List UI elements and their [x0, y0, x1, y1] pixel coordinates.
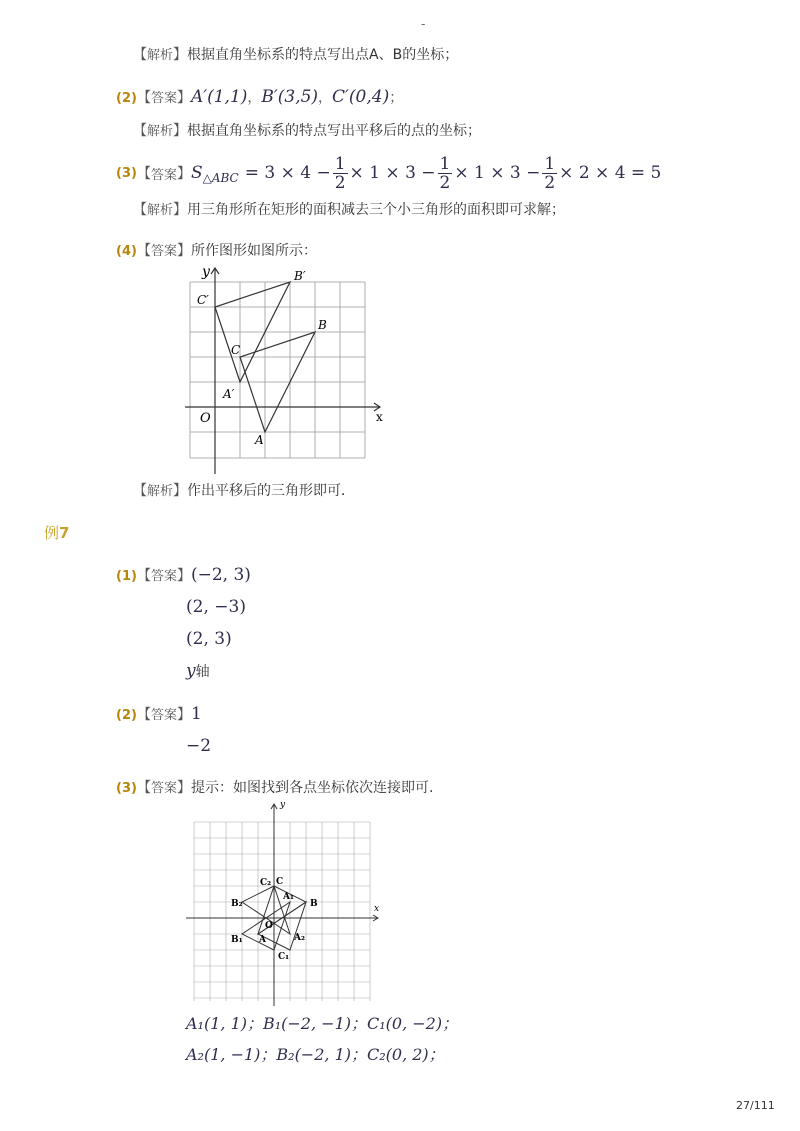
e2-line-2: −2 [186, 736, 212, 756]
answer-label: 答案 [150, 167, 177, 183]
example-number: 7 [59, 524, 70, 542]
example-7-heading [44, 522, 69, 543]
e1-line-2: (2, −3) [186, 597, 246, 617]
q4-answer-row: (4)【答案】所作图形如图所示： [116, 243, 317, 259]
e3-point-c2: C₂ [260, 878, 272, 888]
q4-graph [180, 262, 390, 477]
q4-axes [185, 268, 380, 474]
q4-grid [190, 282, 365, 458]
q4-point-b: B [318, 318, 327, 332]
q3-area-subscript: △ABC [202, 171, 239, 185]
jiexi-label: 解析 [147, 484, 174, 499]
e3-coords-line-2: A₂(1, −1)；B₂(−2, 1)；C₂(0, 2)； [186, 1045, 445, 1064]
q3-analysis-text: 用三角形所在矩形的面积减去三个小三角形的面积即可求解； [187, 202, 566, 218]
e3-number: (3) [116, 781, 137, 796]
e2-answer-row: (2)【答案】1 [116, 704, 202, 724]
e2-line-1: 1 [190, 704, 202, 724]
e3-graph [180, 798, 390, 1008]
q4-number: (4) [116, 244, 137, 259]
q2-analysis-row: 【解析】根据直角坐标系的特点写出平移后的点的坐标； [133, 123, 482, 139]
example-prefix: 例 [44, 524, 60, 542]
e3-point-c1: C₁ [278, 952, 290, 962]
answer-label: 答案 [150, 708, 177, 723]
q4-point-c: C [231, 343, 241, 357]
q2-answer-a: A′(1,1) [190, 87, 248, 107]
e1-axis-word: 轴 [195, 664, 210, 680]
q2-answer-row: (2)【答案】A′(1,1)，B′(3,5)，C′(0,4)； [116, 87, 404, 107]
q4-origin-label: O [200, 411, 211, 426]
q4-point-a: A [255, 433, 264, 447]
e1-answer-row: (1)【答案】(−2, 3) [116, 565, 251, 585]
e3-point-b2: B₂ [231, 899, 243, 909]
q4-analysis-row: 【解析】作出平移后的三角形即可． [133, 483, 356, 499]
q3-fraction-2: $\frac{1}{2}$ [439, 153, 451, 193]
page-number: 27/111 [736, 1099, 775, 1112]
e3-point-a: A [259, 935, 266, 945]
q3-fraction-1: $\frac{1}{2}$ [334, 153, 346, 193]
q3-number: (3) [116, 165, 137, 181]
q3-expr-d: × 2 × 4 = 5 [559, 163, 662, 183]
e3-point-b1: B₁ [231, 935, 243, 945]
e1-line-4 [186, 661, 210, 682]
header-dash: - [421, 17, 426, 31]
q3-expr-c: × 1 × 3 − [454, 163, 541, 183]
e3-point-a1: A₁ [283, 892, 294, 902]
answer-label: 答案 [150, 569, 177, 584]
q1-analysis-text: 根据直角坐标系的特点写出点A、B的坐标； [187, 47, 459, 63]
q1-analysis-row: 【解析】根据直角坐标系的特点写出点A、B的坐标； [133, 47, 459, 63]
q4-x-label: x [376, 410, 383, 424]
q4-point-c-prime: C′ [197, 293, 209, 307]
e1-axis-var: y [186, 661, 196, 681]
e3-point-b: B [310, 899, 318, 909]
e3-x-label: x [374, 904, 380, 914]
q3-fraction-3: $\frac{1}{2}$ [544, 153, 556, 193]
q2-answer-b: B′(3,5) [261, 87, 319, 107]
answer-label: 答案 [150, 781, 177, 796]
q2-answer-c: C′(0,4) [332, 87, 390, 107]
e3-point-c: C [276, 877, 284, 887]
q4-point-a-prime: A′ [223, 387, 235, 401]
e3-answer-text: 提示：如图找到各点坐标依次连接即可. [190, 780, 434, 796]
q2-number: (2) [116, 91, 137, 106]
answer-label: 答案 [150, 91, 177, 106]
e1-line-3: (2, 3) [186, 629, 232, 649]
e1-number: (1) [116, 569, 137, 584]
jiexi-label: 解析 [147, 124, 174, 139]
e3-y-label: y [280, 800, 286, 810]
e2-number: (2) [116, 708, 137, 723]
answer-label: 答案 [150, 244, 177, 259]
q2-analysis-text: 根据直角坐标系的特点写出平移后的点的坐标； [187, 123, 482, 139]
jiexi-label: 解析 [147, 48, 174, 63]
q3-analysis-row: 【解析】用三角形所在矩形的面积减去三个小三角形的面积即可求解； [133, 202, 566, 218]
q4-y-label: y [202, 264, 210, 280]
e1-line-1: (−2, 3) [190, 565, 251, 585]
q4-point-b-prime: B′ [294, 269, 306, 283]
q3-expr-a: = 3 × 4 − [244, 163, 331, 183]
q4-answer-text: 所作图形如图所示： [190, 243, 317, 259]
e3-coords-line-1: A₁(1, 1)；B₁(−2, −1)；C₁(0, −2)； [186, 1014, 459, 1033]
q3-answer-row: (3) 【 答案 】 S △ABC = 3 × 4 − $\frac{1}{2}$ × 1 × 3 − $\frac{1}{2}$ × 1 × 3 − $\frac{1}{2}$ × 2 × 4 = 5 [116, 153, 662, 193]
e3-axes [186, 804, 378, 1006]
e3-point-a2: A₂ [294, 933, 305, 943]
e3-origin-label: O [265, 921, 273, 931]
q3-area-symbol: S [190, 163, 203, 183]
q3-expr-b: × 1 × 3 − [349, 163, 436, 183]
e3-answer-row: (3)【答案】提示：如图找到各点坐标依次连接即可. [116, 780, 434, 796]
q4-analysis-text: 作出平移后的三角形即可． [187, 483, 356, 499]
jiexi-label: 解析 [147, 203, 174, 218]
